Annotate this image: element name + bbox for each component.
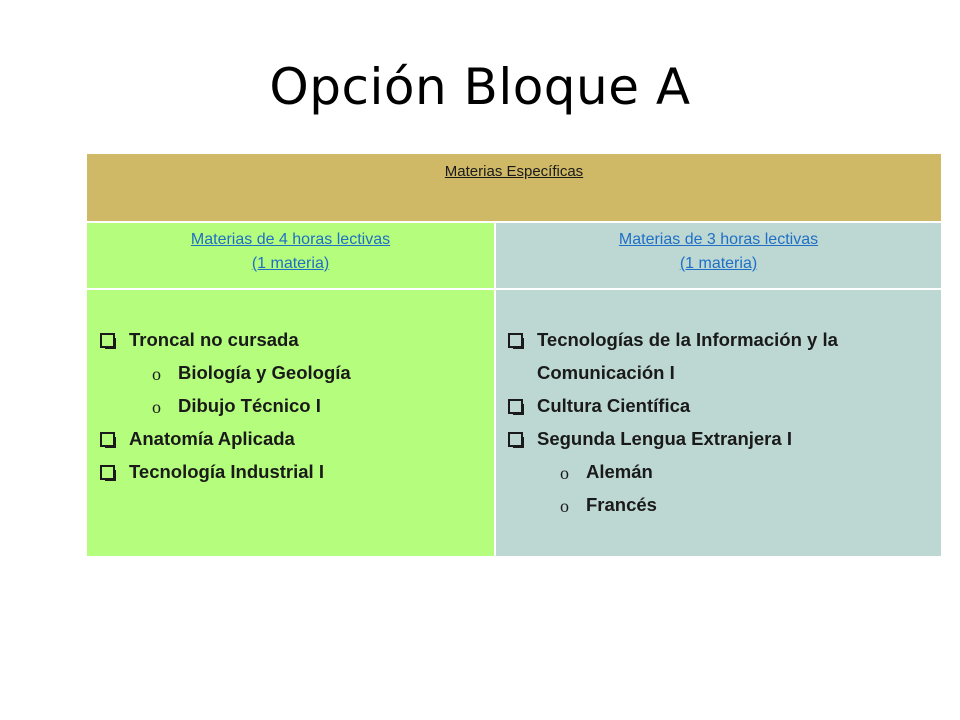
left-list-item (99, 422, 351, 455)
circle-bullet-icon: o (152, 364, 161, 384)
table-header (87, 154, 941, 221)
checkbox-bullet-icon (508, 399, 523, 414)
item-label: Alemán (586, 461, 653, 482)
checkbox-bullet-icon (100, 465, 115, 480)
item-label: Francés (586, 494, 657, 515)
left-heading-line2[interactable]: (1 materia) (251, 255, 330, 272)
right-heading-link[interactable] (496, 228, 941, 276)
item-label: Dibujo Técnico I (178, 395, 321, 416)
item-label: Segunda Lengua Extranjera I (537, 428, 792, 449)
right-subheader (496, 223, 941, 288)
left-heading-line1[interactable]: Materias de 4 horas lectivas (190, 231, 391, 248)
header-text: Materias Específicas (444, 163, 584, 180)
checkbox-bullet-icon (508, 333, 523, 348)
item-label: Cultura Científica (537, 395, 691, 416)
left-list-item (99, 455, 351, 488)
item-label: Biología y Geología (178, 362, 351, 383)
item-label: Tecnología Industrial I (129, 461, 324, 482)
right-list-item (507, 389, 941, 422)
right-list-item (507, 455, 941, 488)
item-label: Troncal no cursada (129, 329, 299, 350)
right-body (496, 290, 941, 556)
right-list-item (507, 422, 941, 455)
item-label: Tecnologías de la Información y la Comunicación I (537, 329, 838, 383)
circle-bullet-icon: o (152, 397, 161, 417)
left-subject-list (99, 323, 351, 488)
checkbox-bullet-icon (100, 432, 115, 447)
left-body (87, 290, 494, 556)
checkbox-bullet-icon (100, 333, 115, 348)
right-subject-list (507, 323, 941, 521)
slide-title: Opción Bloque A (269, 58, 691, 116)
right-list-item (507, 323, 941, 389)
item-label: Anatomía Aplicada (129, 428, 295, 449)
circle-bullet-icon: o (560, 496, 569, 516)
left-list-item (99, 323, 351, 356)
subjects-table (87, 154, 941, 556)
right-list-item (507, 488, 941, 521)
left-list-item (99, 356, 351, 389)
left-heading-link[interactable] (87, 228, 494, 276)
checkbox-bullet-icon (508, 432, 523, 447)
left-list-item (99, 389, 351, 422)
right-heading-line2[interactable]: (1 materia) (679, 255, 758, 272)
right-heading-line1[interactable]: Materias de 3 horas lectivas (618, 231, 819, 248)
left-subheader (87, 223, 494, 288)
circle-bullet-icon: o (560, 463, 569, 483)
